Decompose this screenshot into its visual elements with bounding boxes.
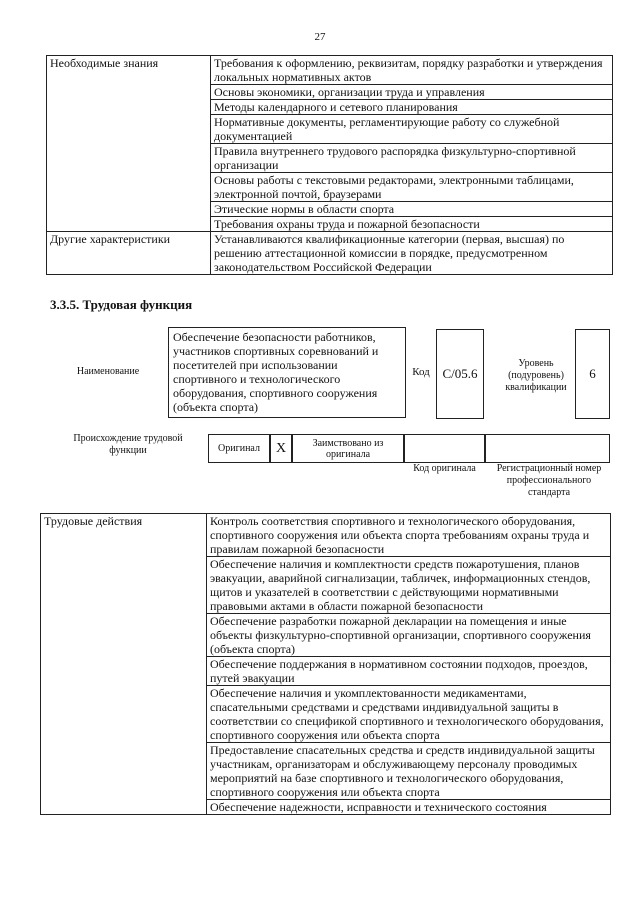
labor-actions-label: Трудовые действия bbox=[41, 514, 207, 815]
function-name-box: Обеспечение безопасности работников, участников спортивных соревнований и посетителей при использовании спортивного и технологического оборудования, спортивного сооружения (объекта спорта) bbox=[168, 327, 406, 418]
reg-number-caption: Регистрационный номер профессионального стандарта bbox=[496, 463, 602, 498]
section-heading: 3.3.5. Трудовая функция bbox=[50, 297, 193, 312]
borrowed-label: Заимствовано из оригинала bbox=[292, 434, 404, 463]
other-characteristics-label: Другие характеристики bbox=[47, 232, 211, 275]
labor-action-item: Обеспечение наличия и комплектности средств пожаротушения, планов эвакуации, аварийной сигнализации, табличек, информационных стендов, щитов и указателей в соответствии с действующими нормативными правовыми актами в области пожарной безопасности bbox=[207, 557, 611, 614]
labor-action-item: Контроль соответствия спортивного и технологического оборудования, спортивного сооружения или объекта спорта требованиям охраны труда и правилам пожарной безопасности bbox=[207, 514, 611, 557]
labor-action-item: Обеспечение надежности, исправности и технического состояния bbox=[207, 800, 611, 815]
labor-action-item: Предоставление спасательных средства и средств индивидуальной защиты участникам, организаторам и обслуживающему персоналу проводимых мероприятий на базе спортивного и технологического оборудования, спортивного сооружения или объекта спорта bbox=[207, 743, 611, 800]
code-label: Код bbox=[412, 366, 430, 378]
labor-action-item: Обеспечение наличия и укомплектованности медикаментами, спасательными средствами и средствами индивидуальной защиты в соответствии со спецификой спортивного и технологического оборудования, спортивного сооружения или объекта спорта bbox=[207, 686, 611, 743]
knowledge-item: Требования к оформлению, реквизитам, порядку разработки и утверждения локальных нормативных актов bbox=[211, 56, 613, 85]
knowledge-item: Этические нормы в области спорта bbox=[211, 202, 613, 217]
level-label: Уровень (подуровень) квалификации bbox=[505, 358, 567, 393]
reg-number-box bbox=[485, 434, 610, 463]
labor-action-item: Обеспечение поддержания в нормативном состоянии подходов, проездов, путей эвакуации bbox=[207, 657, 611, 686]
knowledge-item: Основы работы с текстовыми редакторами, электронными таблицами, электронной почтой, браузерами bbox=[211, 173, 613, 202]
labor-actions-table bbox=[40, 513, 611, 815]
origin-label: Происхождение трудовой функции bbox=[73, 433, 183, 456]
level-value-box: 6 bbox=[575, 329, 610, 419]
code-original-caption: Код оригинала bbox=[413, 463, 476, 474]
code-original-box bbox=[404, 434, 485, 463]
page-number: 27 bbox=[314, 31, 326, 43]
knowledge-item: Методы календарного и сетевого планирования bbox=[211, 100, 613, 115]
knowledge-item: Нормативные документы, регламентирующие работу со служебной документацией bbox=[211, 115, 613, 144]
knowledge-item: Правила внутреннего трудового распорядка физкультурно-спортивной организации bbox=[211, 144, 613, 173]
required-knowledge-table bbox=[46, 55, 613, 275]
required-knowledge-label: Необходимые знания bbox=[47, 56, 211, 232]
knowledge-item: Основы экономики, организации труда и управления bbox=[211, 85, 613, 100]
code-value-box: С/05.6 bbox=[436, 329, 484, 419]
name-label: Наименование bbox=[76, 366, 140, 377]
labor-action-item: Обеспечение разработки пожарной декларации на помещения и иные объекты физкультурно-спортивной организации, спортивного сооружения (объекта спорта) bbox=[207, 614, 611, 657]
knowledge-item: Требования охраны труда и пожарной безопасности bbox=[211, 217, 613, 232]
other-characteristics-text: Устанавливаются квалификационные категории (первая, высшая) по решению аттестационной комиссии в порядке, предусмотренном законодательством Российской Федерации bbox=[211, 232, 613, 275]
original-mark: X bbox=[270, 434, 292, 463]
original-label: Оригинал bbox=[208, 434, 270, 463]
